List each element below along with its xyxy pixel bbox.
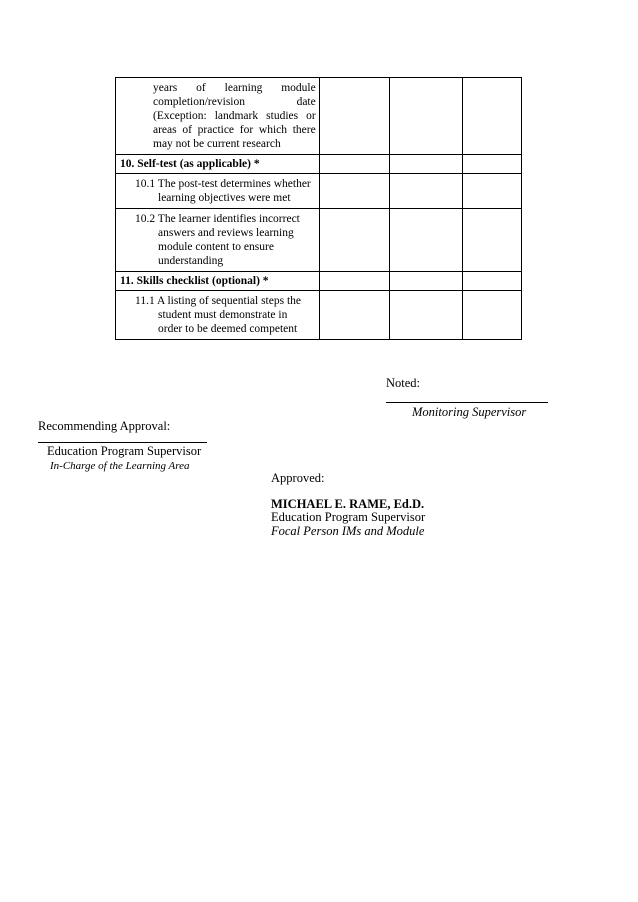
recommending-role: Education Program Supervisor bbox=[47, 444, 202, 458]
item-text: order to be deemed competent bbox=[158, 323, 298, 335]
criterion-line: completion/revision date bbox=[153, 96, 316, 108]
rating-cell bbox=[390, 209, 463, 272]
rating-cell bbox=[319, 155, 390, 174]
table-row bbox=[116, 174, 522, 209]
item-10-1 bbox=[116, 174, 319, 208]
item-11-1 bbox=[116, 291, 319, 339]
rating-cell bbox=[319, 78, 390, 155]
criteria-cell bbox=[116, 78, 320, 155]
table-row bbox=[116, 209, 522, 272]
rating-cell bbox=[463, 174, 522, 209]
recommending-signature-line bbox=[38, 442, 207, 443]
rating-cell bbox=[390, 78, 463, 155]
criteria-cell bbox=[116, 291, 320, 340]
item-text: 10.1 The post-test determines whether bbox=[135, 178, 311, 190]
table-row bbox=[116, 155, 522, 174]
approver-role: Education Program Supervisor bbox=[271, 510, 426, 524]
criterion-line: may not be current research bbox=[153, 138, 281, 150]
noted-role: Monitoring Supervisor bbox=[412, 405, 527, 419]
recommending-label: Recommending Approval: bbox=[38, 419, 171, 433]
criteria-cell bbox=[116, 174, 320, 209]
item-text: 11.1 A listing of sequential steps the bbox=[135, 295, 301, 307]
item-10-2 bbox=[116, 209, 319, 271]
rating-cell bbox=[319, 291, 390, 340]
table-row bbox=[116, 78, 522, 155]
rating-cell bbox=[463, 155, 522, 174]
rating-cell bbox=[390, 155, 463, 174]
rating-cell bbox=[463, 78, 522, 155]
section-11-header: 11. Skills checklist (optional) * bbox=[120, 275, 269, 287]
recommending-subrole: In-Charge of the Learning Area bbox=[50, 460, 190, 472]
approved-label: Approved: bbox=[271, 471, 325, 485]
evaluation-table bbox=[115, 77, 522, 340]
approver-subrole: Focal Person IMs and Module bbox=[271, 524, 425, 538]
continued-criterion bbox=[116, 78, 319, 154]
criterion-line: years of learning module bbox=[153, 82, 316, 94]
criteria-cell bbox=[116, 209, 320, 272]
item-text: student must demonstrate in bbox=[158, 309, 288, 321]
rating-cell bbox=[319, 209, 390, 272]
table-row bbox=[116, 291, 522, 340]
item-text: understanding bbox=[158, 255, 224, 267]
criterion-line: areas of practice for which there bbox=[153, 124, 316, 136]
noted-signature-line bbox=[386, 402, 548, 403]
rating-cell bbox=[463, 209, 522, 272]
section-header-cell bbox=[116, 272, 320, 291]
criterion-line: (Exception: landmark studies or bbox=[153, 110, 316, 122]
table-row bbox=[116, 272, 522, 291]
item-text: learning objectives were met bbox=[158, 192, 291, 204]
section-header-cell bbox=[116, 155, 320, 174]
rating-cell bbox=[463, 272, 522, 291]
rating-cell bbox=[463, 291, 522, 340]
section-10-header: 10. Self-test (as applicable) * bbox=[120, 158, 260, 170]
approver-name: MICHAEL E. RAME, Ed.D. bbox=[271, 497, 425, 511]
item-text: module content to ensure bbox=[158, 241, 274, 253]
rating-cell bbox=[390, 272, 463, 291]
rating-cell bbox=[319, 174, 390, 209]
item-text: answers and reviews learning bbox=[158, 227, 294, 239]
item-text: 10.2 The learner identifies incorrect bbox=[135, 213, 300, 225]
rating-cell bbox=[390, 291, 463, 340]
rating-cell bbox=[319, 272, 390, 291]
noted-label: Noted: bbox=[386, 376, 421, 390]
rating-cell bbox=[390, 174, 463, 209]
